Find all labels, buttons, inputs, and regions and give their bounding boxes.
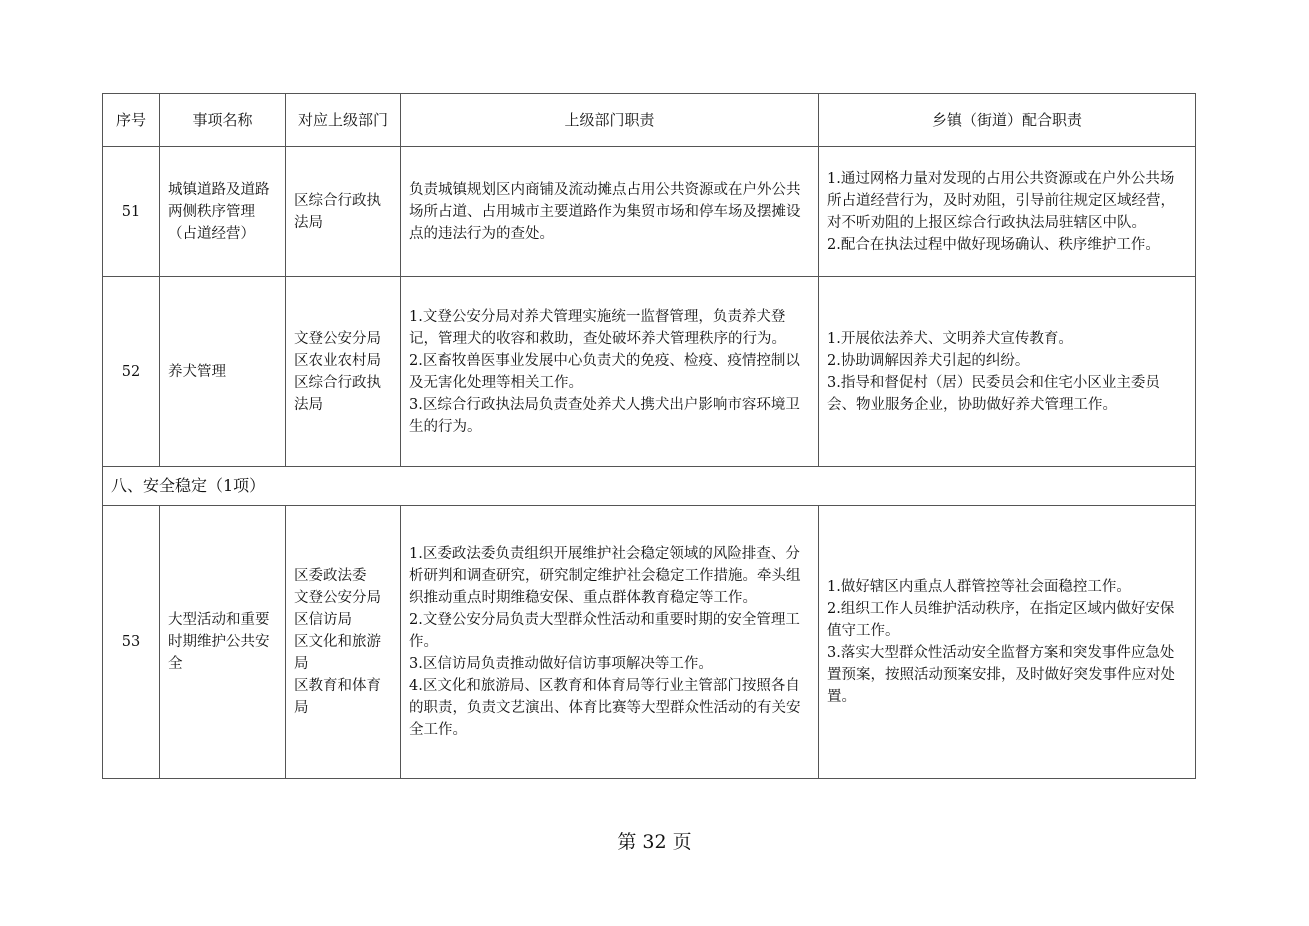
row-number: 52 <box>103 277 160 467</box>
header-row <box>103 94 1196 147</box>
header-name: 事项名称 <box>160 94 286 147</box>
row-coop: 1.通过网格力量对发现的占用公共资源或在户外公共场所占道经营行为，及时劝阻，引导前往规定区域经营，对不听劝阻的上报区综合行政执法局驻辖区中队。 2.配合在执法过程中做好现场确认、秩序维护工作。 <box>819 147 1196 277</box>
row-duty: 1.文登公安分局对养犬管理实施统一监督管理，负责养犬登记，管理犬的收容和救助，查处破坏养犬管理秩序的行为。 2.区畜牧兽医事业发展中心负责犬的免疫、检疫、疫情控制以及无害化处理等相关工作。 3.区综合行政执法局负责查处养犬人携犬出户影响市容环境卫生的行为。 <box>401 277 819 467</box>
page-number: 第 32 页 <box>617 831 692 853</box>
header-coop: 乡镇（街道）配合职责 <box>819 94 1196 147</box>
table-row <box>103 277 1196 467</box>
row-name: 大型活动和重要时期维护公共安全 <box>160 506 286 779</box>
row-dept: 区委政法委 文登公安分局 区信访局 区文化和旅游局 区教育和体育局 <box>286 506 401 779</box>
row-number: 51 <box>103 147 160 277</box>
row-dept: 区综合行政执法局 <box>286 147 401 277</box>
row-duty: 1.区委政法委负责组织开展维护社会稳定领域的风险排查、分析研判和调查研究，研究制定维护社会稳定工作措施。牵头组织推动重点时期维稳安保、重点群体教育稳定等工作。 2.文登公安分局负责大型群众性活动和重要时期的安全管理工作。 3.区信访局负责推动做好信访事项解决等工作。 4.区文化和旅游局、区教育和体育局等行业主管部门按照各自的职责，负责文艺演出、体育比赛等大型群众性活动的有关安全工作。 <box>401 506 819 779</box>
row-name: 养犬管理 <box>160 277 286 467</box>
row-name: 城镇道路及道路两侧秩序管理（占道经营） <box>160 147 286 277</box>
header-duty: 上级部门职责 <box>401 94 819 147</box>
header-num: 序号 <box>103 94 160 147</box>
row-duty: 负责城镇规划区内商铺及流动摊点占用公共资源或在户外公共场所占道、占用城市主要道路作为集贸市场和停车场及摆摊设点的违法行为的查处。 <box>401 147 819 277</box>
row-number: 53 <box>103 506 160 779</box>
table-row <box>103 147 1196 277</box>
row-dept: 文登公安分局 区农业农村局 区综合行政执法局 <box>286 277 401 467</box>
header-dept: 对应上级部门 <box>286 94 401 147</box>
section-title: 八、安全稳定（1项） <box>103 467 1196 506</box>
section-row <box>103 467 1196 506</box>
row-coop: 1.做好辖区内重点人群管控等社会面稳控工作。 2.组织工作人员维护活动秩序，在指定区域内做好安保值守工作。 3.落实大型群众性活动安全监督方案和突发事件应急处置预案，按照活动预案安排，及时做好突发事件应对处置。 <box>819 506 1196 779</box>
table-row <box>103 506 1196 779</box>
matters-table <box>102 93 1196 779</box>
row-coop: 1.开展依法养犬、文明养犬宣传教育。 2.协助调解因养犬引起的纠纷。 3.指导和督促村（居）民委员会和住宅小区业主委员会、物业服务企业，协助做好养犬管理工作。 <box>819 277 1196 467</box>
